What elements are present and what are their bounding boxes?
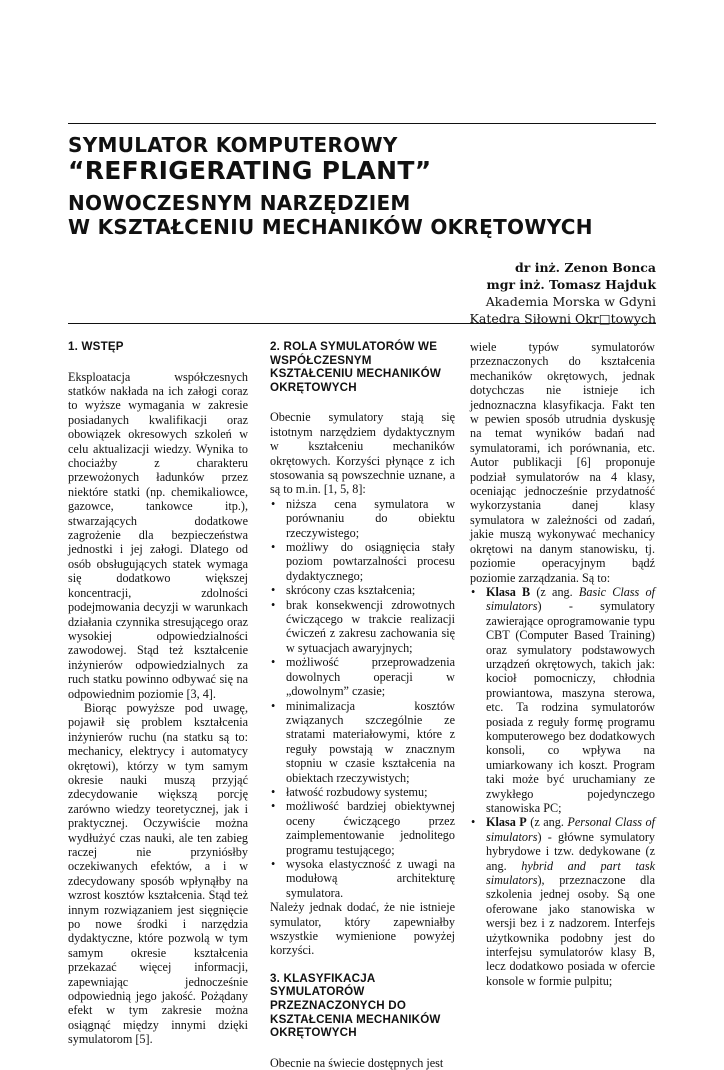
list-item-class-p: • Klasa P (z ang. Personal Class of simulators) - główne symulatory hybrydowe i tzw. dedykowane (z ang. hybrid and part task simulators), przeznaczone dla szkolenia jednej osoby. Są one oferowane jako stanowiska w wersji bez i z nadzorem. Interfejs użytkownika podobny jest do interfejsu symulatorów klasy B, lecz dodatkowo posiada w ofercie konsole w formie pulpitu; (470, 815, 655, 988)
list-item: • minimalizacja kosztów związanych szczególnie ze stratami materiałowymi, które z reguły powstają w znacznym stopniu w czasie kształcenia na obiektach rzeczywistych; (270, 699, 455, 785)
list-item: • niższa cena symulatora w porównaniu do obiektu rzeczywistego; (270, 497, 455, 540)
list-item: • brak konsekwencji zdrowotnych ćwiczącego w trakcie realizacji ćwiczeń z zakresu zachowania się w sytuacjach awaryjnych; (270, 598, 455, 656)
list-item: • wysoka elastyczność z uwagi na modułową architekturę symulatora. (270, 857, 455, 900)
title-lines-3-4 (68, 191, 668, 239)
list-item: • możliwość bardziej obiektywnej oceny ćwiczącego przez zaimplementowanie jednolitego programu testującego; (270, 799, 455, 857)
title-line-4: W KSZTAŁCENIU MECHANIKÓW OKRĘTOWYCH (68, 215, 593, 239)
column-2 (270, 340, 455, 1070)
title-line-2: “REFRIGERATING PLANT” (68, 156, 432, 185)
column-1 (68, 340, 248, 1047)
section-heading-role: 2. ROLA SYMULATORÓW WE WSPÓŁCZESNYM KSZTAŁCENIU MECHANIKÓW OKRĘTOWYCH (270, 340, 441, 394)
column-3 (470, 340, 655, 988)
class-label: Klasa B (486, 584, 531, 599)
affiliation-2: Katedra Siłowni Okr□towych (469, 311, 656, 326)
list-item: • łatwość rozbudowy systemu; (270, 785, 455, 799)
list-item-class-b: • Klasa B (z ang. Basic Class of simulators) - symulatory zawierające oprogramowanie typu CBT (Computer Based Training) oraz symulatory podstawowych urządzeń okrętowych, takich jak: kocioł pomocniczy, chłodnia prowiantowa, maszyna sterowa, etc. Ta rodzina symulatorów posiada z reguły formę programu komputerowego bez dodatkowych konsoli, co wpływa na umiarkowany ich koszt. Program taki może być uruchamiany ze zwykłego pojedynczego stanowiska PC; (470, 585, 655, 816)
paragraph: Obecnie na świecie dostępnych jest (270, 1055, 444, 1070)
author-2: mgr inż. Tomasz Hajduk (486, 277, 656, 292)
benefits-list (270, 497, 455, 900)
list-item: • możliwy do osiągnięcia stały poziom powtarzalności procesu dydaktycznego; (270, 540, 455, 583)
section-rule (68, 323, 656, 324)
affiliation-1: Akademia Morska w Gdyni (485, 294, 656, 309)
title-line-3: NOWOCZESNYM NARZĘDZIEM (68, 191, 411, 215)
class-label: Klasa P (486, 815, 527, 830)
list-item: • możliwość przeprowadzenia dowolnych operacji w „dowolnym” czasie; (270, 655, 455, 698)
section-heading-classification: 3. KLASYFIKACJA SYMULATORÓW PRZEZNACZONYCH DO KSZTAŁCENIA MECHANIKÓW OKRĘTOWYCH (270, 971, 441, 1040)
author-block (470, 259, 656, 327)
list-item: • skrócony czas kształcenia; (270, 583, 455, 597)
paragraph: wiele typów symulatorów przeznaczonych do kształcenia mechaników okrętowych, jednak dotychczas nie istnieje ich jednoznaczna klasyfikacja. Fakt ten w pewien sposób utrudnia dyskusję na temat wyników badań nad symulatorami, ich porównania, etc. Autor publikacji [6] proponuje podział symulatorów na 4 klasy, oceniając jednocześnie przydatność wykorzystania danej klasy symulatora w zależności od zadań, jakie muszą wykonywać mechanicy okrętowi na danym stanowisku, tj. poziomie operacyjnym bądź poziomie zarządzania. Są to: (470, 340, 655, 585)
classes-list (470, 585, 655, 988)
paragraph: Należy jednak dodać, że nie istnieje symulator, który zapewniałby wszystkie wymienione powyżej korzyści. (270, 900, 455, 958)
title-line-1: SYMULATOR KOMPUTEROWY (68, 133, 398, 157)
top-rule (68, 123, 656, 124)
paragraph: Biorąc powyższe pod uwagę, pojawił się problem kształcenia inżynierów ruchu (na statku są to: mechanicy, elektrycy i automatycy okrętowi), którzy w tym samym okresie nauki muszą przyjąć zdecydowanie większą porcję zarówno wiedzy teoretycznej, jak i praktycznej. Oczywiście można wydłużyć czas nauki, ale ten zabieg raczej nie przyniósłby oczekiwanych efektów, a i w zdecydowany sposób wpłynąłby na wzrost kosztów kształcenia. Stąd też innym rozwiązaniem jest sięgnięcie po nowe środki i narzędzia dydaktyczne, które pozwolą w tym samym okresie kształcenia przekazać więcej informacji, zapewniając jednocześnie odpowiednią jego jakość. Pożądany efekt w tym zakresie można osiągnąć między innymi dzięki symulatorom [5]. (68, 700, 248, 1047)
author-1: dr inż. Zenon Bonca (515, 260, 656, 275)
section-heading-introduction: 1. WSTĘP (68, 340, 124, 353)
paragraph: Eksploatacja współczesnych statków nakłada na ich załogi coraz to wyższe wymagania w zakresie posiadanych kwalifikacji oraz obowiązek okresowych szkoleń w celu aktualizacji wiedzy. Wynika to chociażby z charakteru przewożonych ładunków przez niektóre statki (np. chemikaliowce, gazowce, tankowce itp.), stwarzających dodatkowe zagrożenie dla bezpieczeństwa jednostki i jej załogi. Dlatego od osób obsługujących statek wymaga się dodatkowo większej koncentracji, zdolności podejmowania decyzji w warunkach działania czynnika stresującego oraz wysokiej odpowiedzialności zawodowej. Stąd też kształcenie inżynierów odpowiedzialnych za ruch statku powinno odbywać się na odpowiednim poziomie [3, 4]. (68, 369, 248, 701)
paragraph: Obecnie symulatory stają się istotnym narzędziem dydaktycznym w kształceniu mechaników okrętowych. Korzyści płynące z ich stosowania są powszechnie uznane, a są to m.in. [1, 5, 8]: (270, 410, 455, 497)
